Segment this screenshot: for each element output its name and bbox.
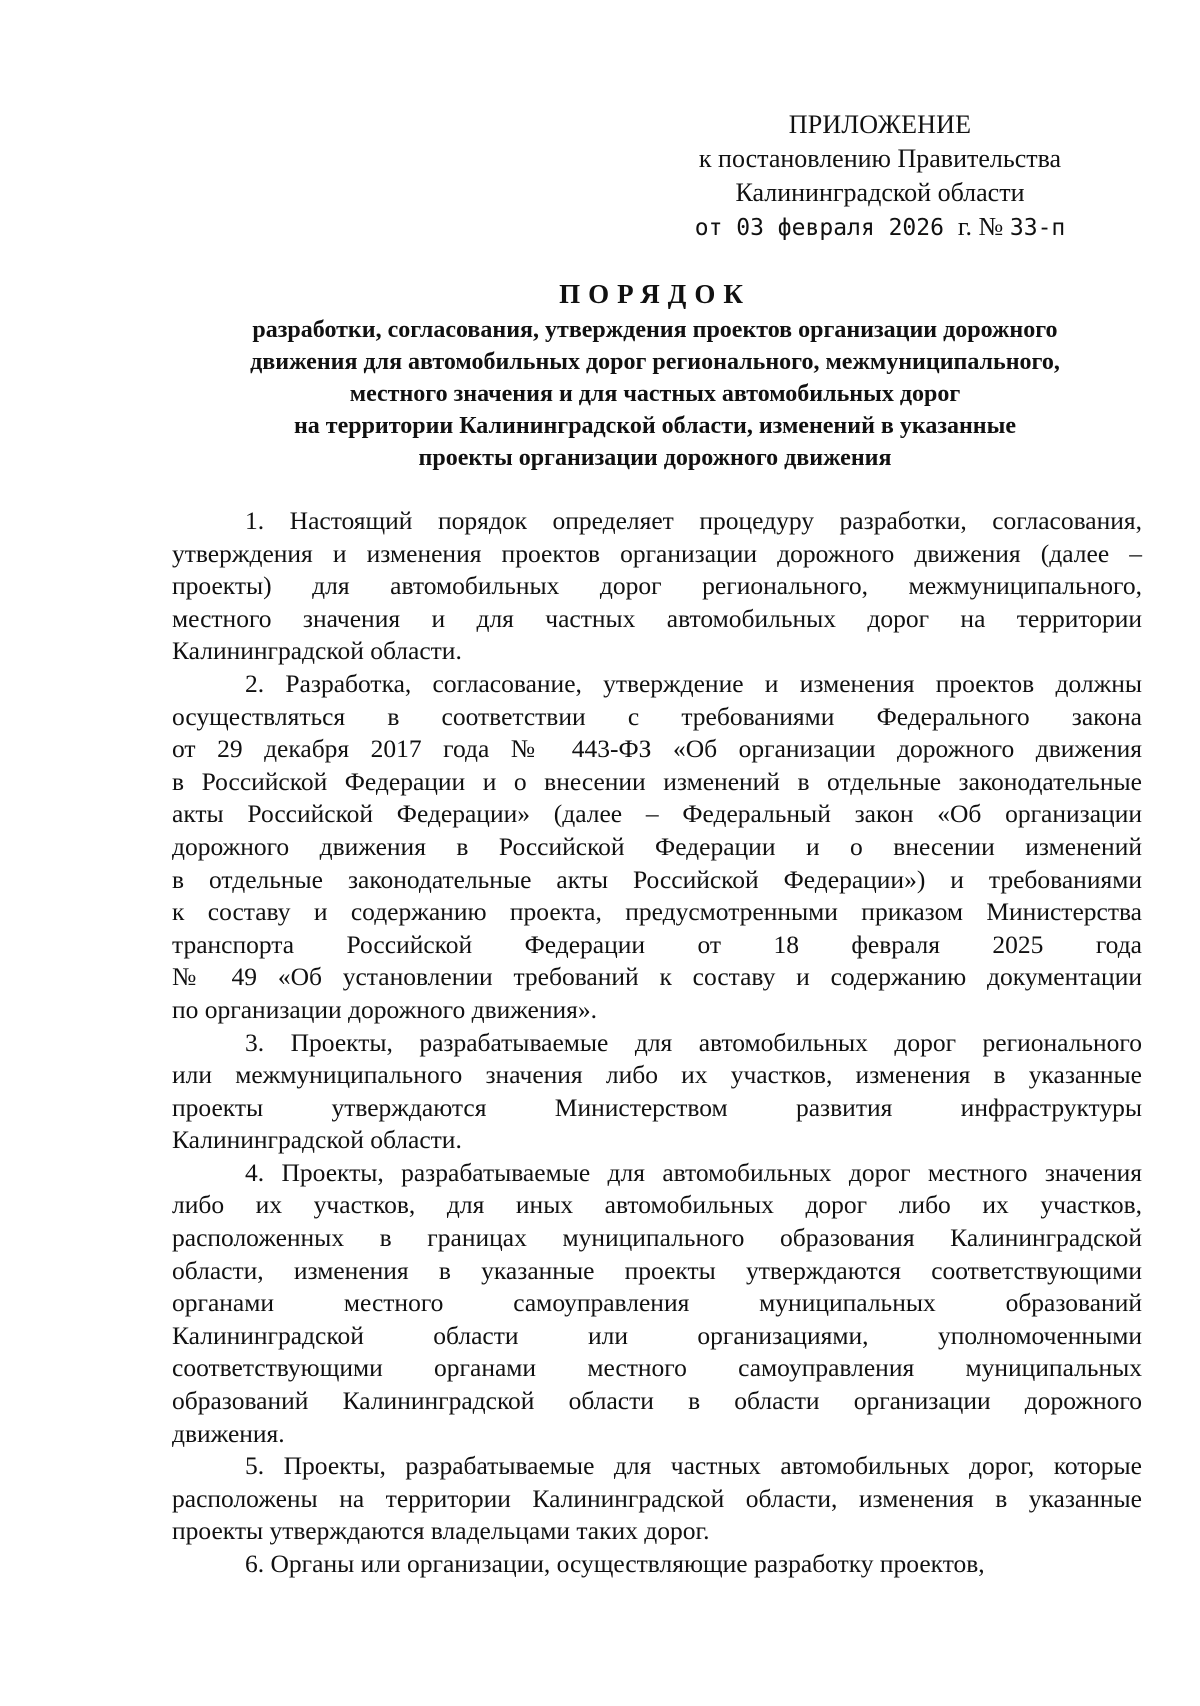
paragraph-4 — [172, 1157, 1142, 1450]
appendix-number: 33-п — [1009, 215, 1066, 241]
appendix-date: от 03 февраля 2026 — [694, 215, 958, 241]
appendix-date-line — [650, 210, 1110, 245]
appendix-header — [650, 108, 1110, 245]
paragraph-3 — [172, 1027, 1142, 1157]
paragraph-line: № 49 «Об установлении требований к составу и содержанию документации — [172, 962, 1142, 992]
paragraph-line: проекты) для автомобильных дорог регионального, межмуниципального, — [172, 571, 1142, 601]
paragraph-line: осуществляться в соответствии с требованиями Федерального закона — [172, 701, 1142, 731]
paragraph-line: Калининградской области или организациями, уполномоченными — [172, 1320, 1142, 1350]
paragraph-line: проекты утверждаются владельцами таких дорог. — [172, 1516, 710, 1546]
paragraph-1 — [172, 505, 1142, 668]
paragraph-line: в отдельные законодательные акты Российской Федерации») и требованиями — [172, 864, 1142, 894]
paragraph-line: органами местного самоуправления муниципальных образований — [172, 1288, 1142, 1318]
paragraph-line: 4. Проекты, разрабатываемые для автомобильных дорог местного значения — [245, 1157, 1142, 1187]
appendix-number-label: г. № — [957, 212, 1010, 241]
paragraph-line: 2. Разработка, согласование, утверждение и изменения проектов должны — [245, 668, 1142, 698]
paragraph-line: к составу и содержанию проекта, предусмотренными приказом Министерства — [172, 897, 1142, 927]
paragraph-line: либо их участков, для иных автомобильных дорог либо их участков, — [172, 1190, 1142, 1220]
document-title-block — [165, 276, 1145, 474]
paragraph-line: утверждения и изменения проектов организации дорожного движения (далее – — [172, 538, 1142, 568]
paragraph-5 — [172, 1450, 1142, 1548]
paragraph-2 — [172, 668, 1142, 1027]
paragraph-line: акты Российской Федерации» (далее – Федеральный закон «Об организации — [172, 799, 1142, 829]
document-heading: ПОРЯДОК — [559, 279, 751, 309]
document-subtitle-line: проекты организации дорожного движения — [418, 445, 892, 471]
document-body — [172, 505, 1142, 1581]
document-subtitle-line: разработки, согласования, утверждения проектов организации дорожного — [252, 317, 1058, 343]
paragraph-line: дорожного движения в Российской Федерации и о внесении изменений — [172, 831, 1142, 861]
paragraph-line: от 29 декабря 2017 года № 443-ФЗ «Об организации дорожного движения — [172, 734, 1142, 764]
paragraph-line: расположены на территории Калининградской области, изменения в указанные — [172, 1483, 1142, 1513]
paragraph-line: соответствующими органами местного самоуправления муниципальных — [172, 1353, 1142, 1383]
paragraph-line: проекты утверждаются Министерством развития инфраструктуры — [172, 1092, 1142, 1122]
paragraph-line: транспорта Российской Федерации от 18 февраля 2025 года — [172, 929, 1142, 959]
paragraph-line: 1. Настоящий порядок определяет процедуру разработки, согласования, — [245, 506, 1142, 535]
paragraph-line: Калининградской области. — [172, 1125, 462, 1155]
document-subtitle-line: движения для автомобильных дорог регионального, межмуниципального, — [250, 349, 1060, 375]
paragraph-line: 6. Органы или организации, осуществляющие разработку проектов, — [245, 1549, 985, 1578]
document-subtitle-line: на территории Калининградской области, изменений в указанные — [293, 413, 1017, 439]
paragraph-line: 3. Проекты, разрабатываемые для автомобильных дорог регионального — [245, 1027, 1142, 1057]
document-subtitle-line: местного значения и для частных автомобильных дорог — [349, 381, 961, 407]
appendix-region: Калининградской области — [735, 178, 1025, 207]
paragraph-line: движения. — [172, 1418, 285, 1448]
paragraph-line: в Российской Федерации и о внесении изменений в отдельные законодательные — [172, 766, 1142, 796]
paragraph-line: 5. Проекты, разрабатываемые для частных автомобильных дорог, которые — [245, 1451, 1142, 1481]
paragraph-line: области, изменения в указанные проекты утверждаются соответствующими — [172, 1255, 1142, 1285]
paragraph-line: или межмуниципального значения либо их участков, изменения в указанные — [172, 1060, 1142, 1090]
paragraph-line: по организации дорожного движения». — [172, 994, 598, 1024]
paragraph-line: образований Калининградской области в области организации дорожного — [172, 1386, 1142, 1416]
appendix-title: ПРИЛОЖЕНИЕ — [788, 110, 972, 139]
paragraph-line: расположенных в границах муниципального образования Калининградской — [172, 1223, 1142, 1253]
appendix-reference: к постановлению Правительства — [698, 144, 1062, 173]
paragraph-line: местного значения и для частных автомобильных дорог на территории — [172, 603, 1142, 633]
paragraph-line: Калининградской области. — [172, 636, 462, 666]
paragraph-6 — [172, 1548, 1142, 1581]
